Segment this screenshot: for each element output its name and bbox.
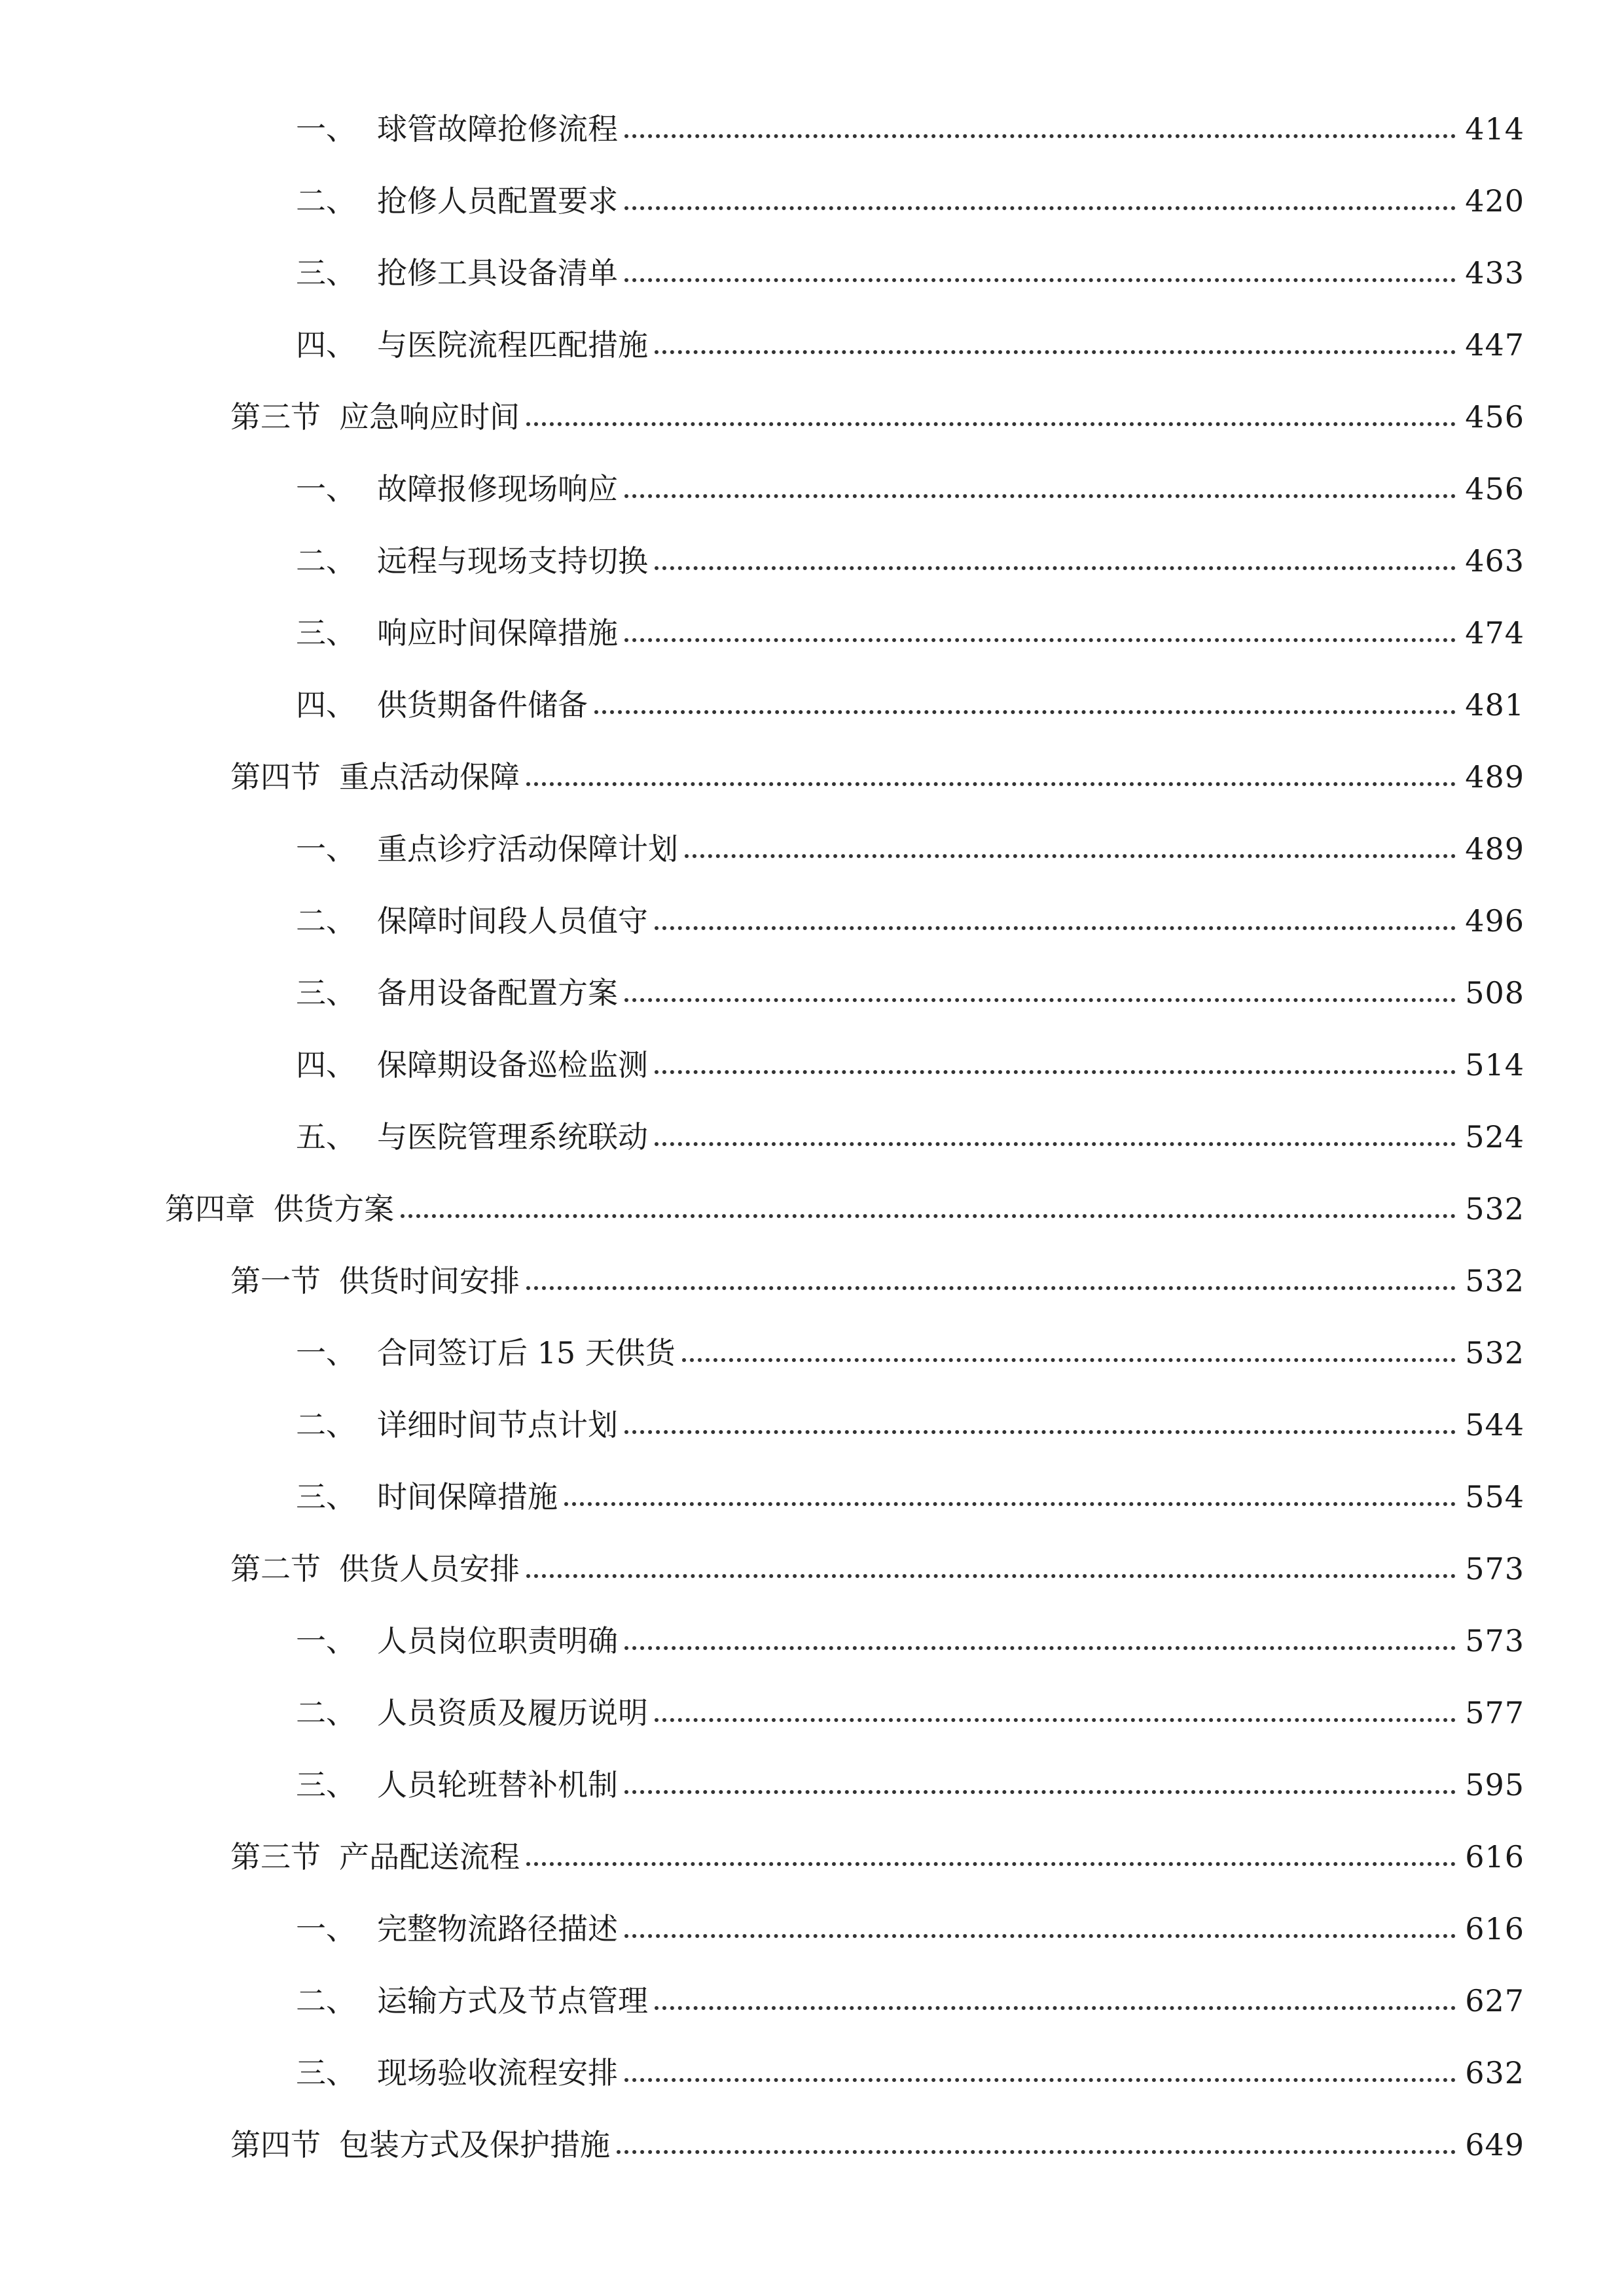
entry-page-number: 474 (1465, 615, 1525, 651)
entry-page-number: 456 (1465, 399, 1525, 435)
toc-entry[interactable] (296, 1682, 1525, 1731)
entry-number: 一、 (296, 831, 356, 867)
dot-leader (526, 422, 1456, 426)
toc-entry[interactable] (296, 98, 1525, 147)
entry-number: 二、 (296, 1407, 356, 1443)
entry-number: 三、 (296, 615, 356, 651)
entry-title: 详细时间节点计划 (377, 1407, 618, 1443)
entry-page-number: 532 (1465, 1191, 1525, 1227)
toc-entry[interactable] (296, 1970, 1525, 2016)
entry-title: 人员轮班替补机制 (377, 1767, 618, 1803)
entry-title: 供货人员安排 (339, 1551, 520, 1587)
dot-leader (624, 278, 1456, 282)
entry-page-number: 532 (1465, 1335, 1525, 1371)
dot-leader (624, 1790, 1456, 1794)
entry-page-number: 554 (1465, 1479, 1525, 1515)
entry-page-number: 496 (1465, 903, 1525, 939)
dot-leader (624, 494, 1456, 498)
dot-leader (564, 1502, 1456, 1506)
entry-title: 重点诊疗活动保障计划 (377, 831, 678, 867)
dot-leader (655, 2006, 1456, 2010)
entry-number: 二、 (296, 1983, 356, 2018)
entry-title: 供货时间安排 (339, 1263, 520, 1299)
entry-number: 三、 (296, 255, 356, 291)
dot-leader (624, 134, 1456, 138)
entry-number: 二、 (296, 1695, 356, 1731)
toc-entry[interactable] (296, 890, 1525, 939)
toc-entry[interactable] (296, 1106, 1525, 1155)
entry-page-number: 573 (1465, 1623, 1525, 1659)
entry-number: 第四节 (230, 2127, 321, 2162)
entry-number: 一、 (296, 471, 356, 507)
dot-leader (624, 1430, 1456, 1434)
entry-title: 保障时间段人员值守 (377, 903, 648, 939)
dot-leader (655, 1718, 1456, 1722)
dot-leader (682, 1358, 1456, 1362)
entry-number: 三、 (296, 975, 356, 1011)
entry-title: 故障报修现场响应 (377, 471, 618, 507)
entry-title: 与医院流程匹配措施 (377, 327, 648, 363)
entry-number: 一、 (296, 1911, 356, 1946)
entry-page-number: 649 (1465, 2127, 1525, 2162)
toc-entry[interactable] (296, 530, 1525, 579)
entry-page-number: 414 (1465, 111, 1525, 147)
toc-section-entry[interactable] (230, 1250, 1525, 1299)
entry-number: 二、 (296, 543, 356, 579)
entry-number: 一、 (296, 1623, 356, 1659)
toc-section-entry[interactable] (230, 2114, 1525, 2160)
dot-leader (655, 926, 1456, 930)
entry-number: 第一节 (230, 1263, 321, 1299)
dot-leader (526, 1862, 1456, 1866)
entry-number: 二、 (296, 903, 356, 939)
toc-entry[interactable] (296, 1898, 1525, 1944)
entry-number: 第二节 (230, 1551, 321, 1587)
entry-title: 现场验收流程安排 (377, 2055, 618, 2090)
entry-page-number: 573 (1465, 1551, 1525, 1587)
toc-entry[interactable] (296, 818, 1525, 867)
dot-leader (526, 782, 1456, 786)
entry-title: 备用设备配置方案 (377, 975, 618, 1011)
entry-number: 第四节 (230, 759, 321, 795)
entry-page-number: 616 (1465, 1839, 1525, 1874)
entry-page-number: 463 (1465, 543, 1525, 579)
entry-number: 五、 (296, 1119, 356, 1155)
toc-entry[interactable] (296, 602, 1525, 651)
entry-page-number: 489 (1465, 831, 1525, 867)
dot-leader (624, 1934, 1456, 1938)
toc-entry[interactable] (296, 458, 1525, 507)
entry-page-number: 508 (1465, 975, 1525, 1011)
entry-page-number: 524 (1465, 1119, 1525, 1155)
entry-title: 供货方案 (274, 1191, 394, 1227)
dot-leader (655, 566, 1456, 570)
dot-leader (655, 1142, 1456, 1146)
toc-entry[interactable] (296, 1034, 1525, 1083)
entry-number: 第三节 (230, 399, 321, 435)
entry-number: 第三节 (230, 1839, 321, 1874)
toc-entry[interactable] (296, 314, 1525, 363)
entry-title: 产品配送流程 (339, 1839, 520, 1874)
entry-title: 响应时间保障措施 (377, 615, 618, 651)
dot-leader (624, 998, 1456, 1002)
entry-page-number: 595 (1465, 1767, 1525, 1803)
entry-page-number: 433 (1465, 255, 1525, 291)
dot-leader (526, 1286, 1456, 1290)
entry-number: 四、 (296, 687, 356, 723)
entry-page-number: 420 (1465, 183, 1525, 219)
entry-number: 四、 (296, 1047, 356, 1083)
dot-leader (401, 1214, 1456, 1218)
toc-entry[interactable] (296, 1466, 1525, 1515)
entry-page-number: 632 (1465, 2055, 1525, 2090)
entry-title: 运输方式及节点管理 (377, 1983, 648, 2018)
dot-leader (624, 1646, 1456, 1650)
entry-title: 人员岗位职责明确 (377, 1623, 618, 1659)
toc-entry[interactable] (296, 1754, 1525, 1803)
entry-page-number: 532 (1465, 1263, 1525, 1299)
entry-number: 二、 (296, 183, 356, 219)
entry-title: 保障期设备巡检监测 (377, 1047, 648, 1083)
dot-leader (655, 350, 1456, 354)
entry-number: 三、 (296, 2055, 356, 2090)
entry-number: 一、 (296, 1335, 356, 1371)
toc-entry[interactable] (296, 1610, 1525, 1659)
entry-number: 三、 (296, 1479, 356, 1515)
entry-title: 抢修人员配置要求 (377, 183, 618, 219)
toc-entry[interactable] (296, 962, 1525, 1011)
entry-page-number: 447 (1465, 327, 1525, 363)
toc-section-entry[interactable] (230, 386, 1525, 435)
entry-page-number: 627 (1465, 1983, 1525, 2018)
toc-entry[interactable] (296, 242, 1525, 291)
entry-number: 三、 (296, 1767, 356, 1803)
entry-page-number: 481 (1465, 687, 1525, 723)
entry-title: 球管故障抢修流程 (377, 111, 618, 147)
toc-section-entry[interactable] (230, 1826, 1525, 1872)
entry-title: 合同签订后 15 天供货 (377, 1335, 676, 1371)
entry-title: 抢修工具设备清单 (377, 255, 618, 291)
entry-page-number: 456 (1465, 471, 1525, 507)
toc-entry[interactable] (296, 1394, 1525, 1443)
toc-section-entry[interactable] (230, 746, 1525, 795)
dot-leader (624, 206, 1456, 210)
toc-entry[interactable] (296, 1322, 1525, 1371)
entry-page-number: 544 (1465, 1407, 1525, 1443)
entry-page-number: 489 (1465, 759, 1525, 795)
entry-number: 四、 (296, 327, 356, 363)
entry-title: 供货期备件储备 (377, 687, 588, 723)
entry-page-number: 616 (1465, 1911, 1525, 1946)
toc-entry[interactable] (296, 674, 1525, 723)
entry-title: 与医院管理系统联动 (377, 1119, 648, 1155)
dot-leader (624, 2078, 1456, 2082)
entry-title: 人员资质及履历说明 (377, 1695, 648, 1731)
toc-chapter-entry[interactable] (165, 1178, 1525, 1227)
toc-section-entry[interactable] (230, 1538, 1525, 1587)
entry-title: 完整物流路径描述 (377, 1911, 618, 1946)
entry-title: 包装方式及保护措施 (339, 2127, 610, 2162)
entry-title: 应急响应时间 (339, 399, 520, 435)
toc-entry[interactable] (296, 170, 1525, 219)
dot-leader (655, 1070, 1456, 1074)
dot-leader (594, 710, 1456, 714)
entry-title: 时间保障措施 (377, 1479, 558, 1515)
dot-leader (526, 1574, 1456, 1578)
toc-entry[interactable] (296, 2042, 1525, 2088)
entry-title: 重点活动保障 (339, 759, 520, 795)
entry-title: 远程与现场支持切换 (377, 543, 648, 579)
dot-leader (617, 2150, 1456, 2154)
dot-leader (685, 854, 1456, 858)
entry-number: 第四章 (165, 1191, 255, 1227)
entry-number: 一、 (296, 111, 356, 147)
entry-page-number: 577 (1465, 1695, 1525, 1731)
entry-page-number: 514 (1465, 1047, 1525, 1083)
dot-leader (624, 638, 1456, 642)
